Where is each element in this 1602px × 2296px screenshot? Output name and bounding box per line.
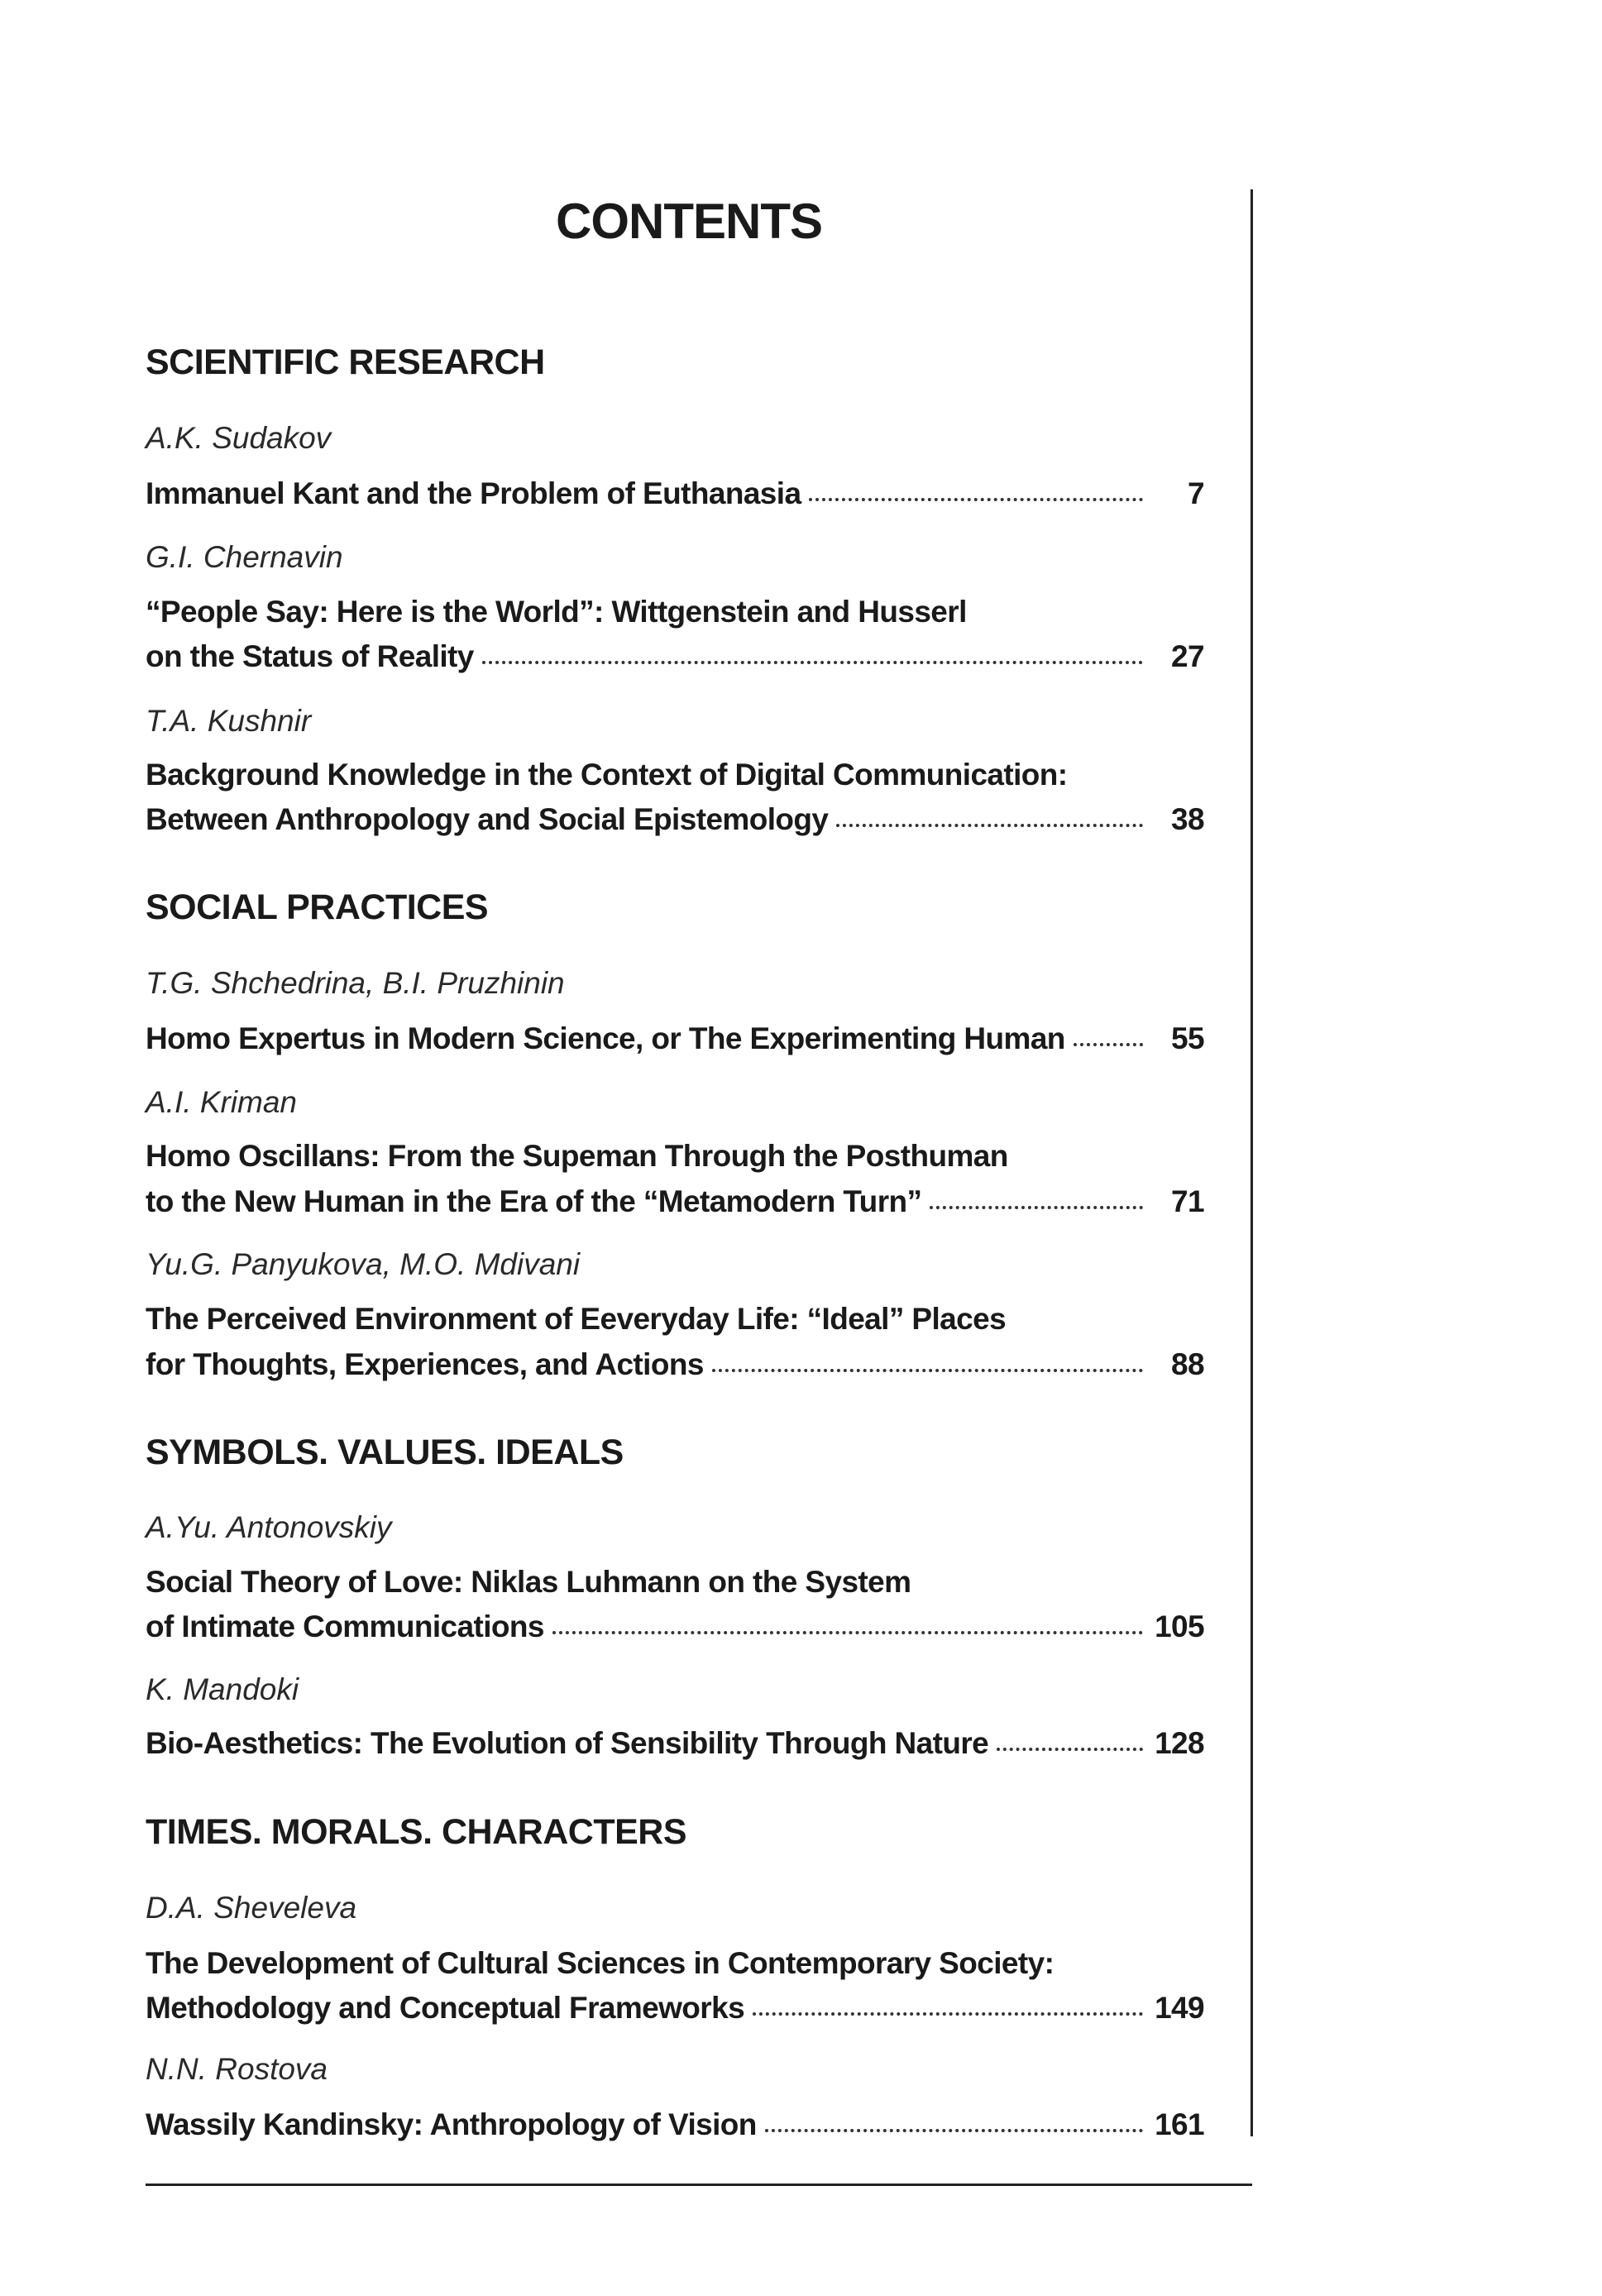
entry-title-text: Social Theory of Love: Niklas Luhmann on the System bbox=[146, 1565, 911, 1599]
entry-author: N.N. Rostova bbox=[146, 2052, 328, 2086]
entry-title-text: Bio-Aesthetics: The Evolution of Sensibility Through Nature bbox=[146, 1726, 989, 1760]
entry-title-line bbox=[146, 753, 1204, 797]
page-number: 88 bbox=[1171, 1347, 1204, 1381]
entry-title-text: Homo Oscillans: From the Supeman Through the Posthuman bbox=[146, 1139, 1008, 1173]
dot-leader bbox=[753, 2012, 1143, 2016]
dot-leader bbox=[1074, 1043, 1143, 1046]
entry-author: T.G. Shchedrina, B.I. Pruzhinin bbox=[146, 966, 565, 1000]
section-heading: TIMES. MORALS. CHARACTERS bbox=[146, 1812, 686, 1852]
entry-title-link[interactable] bbox=[146, 471, 1204, 516]
dot-leader bbox=[836, 824, 1143, 827]
dot-leader bbox=[930, 1206, 1143, 1209]
entry-title-line bbox=[146, 1297, 1204, 1342]
page-number: 7 bbox=[1188, 476, 1204, 510]
dot-leader bbox=[482, 661, 1143, 664]
section-heading: SYMBOLS. VALUES. IDEALS bbox=[146, 1433, 624, 1472]
entry-title-link[interactable] bbox=[146, 1179, 1204, 1224]
entry-author: G.I. Chernavin bbox=[146, 540, 343, 574]
entry-author: K. Mandoki bbox=[146, 1672, 299, 1706]
dot-leader bbox=[997, 1748, 1143, 1751]
dot-leader bbox=[552, 1631, 1143, 1634]
entry-title-text: Wassily Kandinsky: Anthropology of Vision bbox=[146, 2107, 757, 2141]
entry-title-line bbox=[146, 1134, 1204, 1179]
page-number: 161 bbox=[1155, 2107, 1204, 2141]
page-number: 149 bbox=[1155, 1991, 1204, 2025]
dot-leader bbox=[712, 1369, 1143, 1372]
entry-title-line bbox=[146, 590, 1204, 634]
page-number: 105 bbox=[1155, 1610, 1204, 1643]
dot-leader bbox=[809, 498, 1143, 501]
entry-title-link[interactable] bbox=[146, 634, 1204, 679]
entry-author: D.A. Sheveleva bbox=[146, 1891, 357, 1925]
entry-author: A.I. Kriman bbox=[146, 1085, 297, 1119]
dot-leader bbox=[765, 2129, 1143, 2132]
entry-title-link[interactable] bbox=[146, 1605, 1204, 1649]
entry-author: A.Yu. Antonovskiy bbox=[146, 1510, 392, 1544]
entry-title-text: Between Anthropology and Social Epistemology bbox=[146, 802, 829, 836]
footer-rule bbox=[146, 2184, 1252, 2186]
page-number: 38 bbox=[1171, 802, 1204, 836]
entry-title-link[interactable] bbox=[146, 2102, 1204, 2147]
page-title: CONTENTS bbox=[556, 194, 822, 249]
entry-title-line bbox=[146, 1941, 1204, 1986]
entry-title-text: on the Status of Reality bbox=[146, 639, 474, 673]
page-number: 55 bbox=[1171, 1021, 1204, 1055]
entry-title-text: Homo Expertus in Modern Science, or The Experimenting Human bbox=[146, 1021, 1065, 1055]
margin-rule-vertical bbox=[1251, 189, 1253, 2136]
entry-title-link[interactable] bbox=[146, 797, 1204, 842]
entry-author: A.K. Sudakov bbox=[146, 421, 332, 455]
entry-title-link[interactable] bbox=[146, 1721, 1204, 1766]
entry-title-text: The Development of Cultural Sciences in Contemporary Society: bbox=[146, 1946, 1054, 1980]
entry-title-link[interactable] bbox=[146, 1016, 1204, 1061]
entry-title-link[interactable] bbox=[146, 1342, 1204, 1387]
section-heading: SOCIAL PRACTICES bbox=[146, 887, 489, 927]
entry-title-text: of Intimate Communications bbox=[146, 1610, 544, 1643]
page-number: 27 bbox=[1171, 639, 1204, 673]
entry-title-text: Immanuel Kant and the Problem of Euthanasia bbox=[146, 476, 801, 510]
entry-title-text: for Thoughts, Experiences, and Actions bbox=[146, 1347, 704, 1381]
entry-title-text: to the New Human in the Era of the “Metamodern Turn” bbox=[146, 1184, 922, 1218]
page-number: 71 bbox=[1171, 1184, 1204, 1218]
entry-title-link[interactable] bbox=[146, 1986, 1204, 2031]
entry-title-line bbox=[146, 1560, 1204, 1605]
entry-title-text: Background Knowledge in the Context of Digital Communication: bbox=[146, 758, 1068, 792]
entry-title-text: The Perceived Environment of Eeveryday Life: “Ideal” Places bbox=[146, 1302, 1007, 1336]
section-heading: SCIENTIFIC RESEARCH bbox=[146, 342, 545, 382]
page-number: 128 bbox=[1155, 1726, 1204, 1760]
entry-title-text: “People Say: Here is the World”: Wittgenstein and Husserl bbox=[146, 595, 967, 629]
entry-title-text: Methodology and Conceptual Frameworks bbox=[146, 1991, 745, 2025]
entry-author: T.A. Kushnir bbox=[146, 704, 312, 738]
entry-author: Yu.G. Panyukova, M.O. Mdivani bbox=[146, 1247, 581, 1281]
